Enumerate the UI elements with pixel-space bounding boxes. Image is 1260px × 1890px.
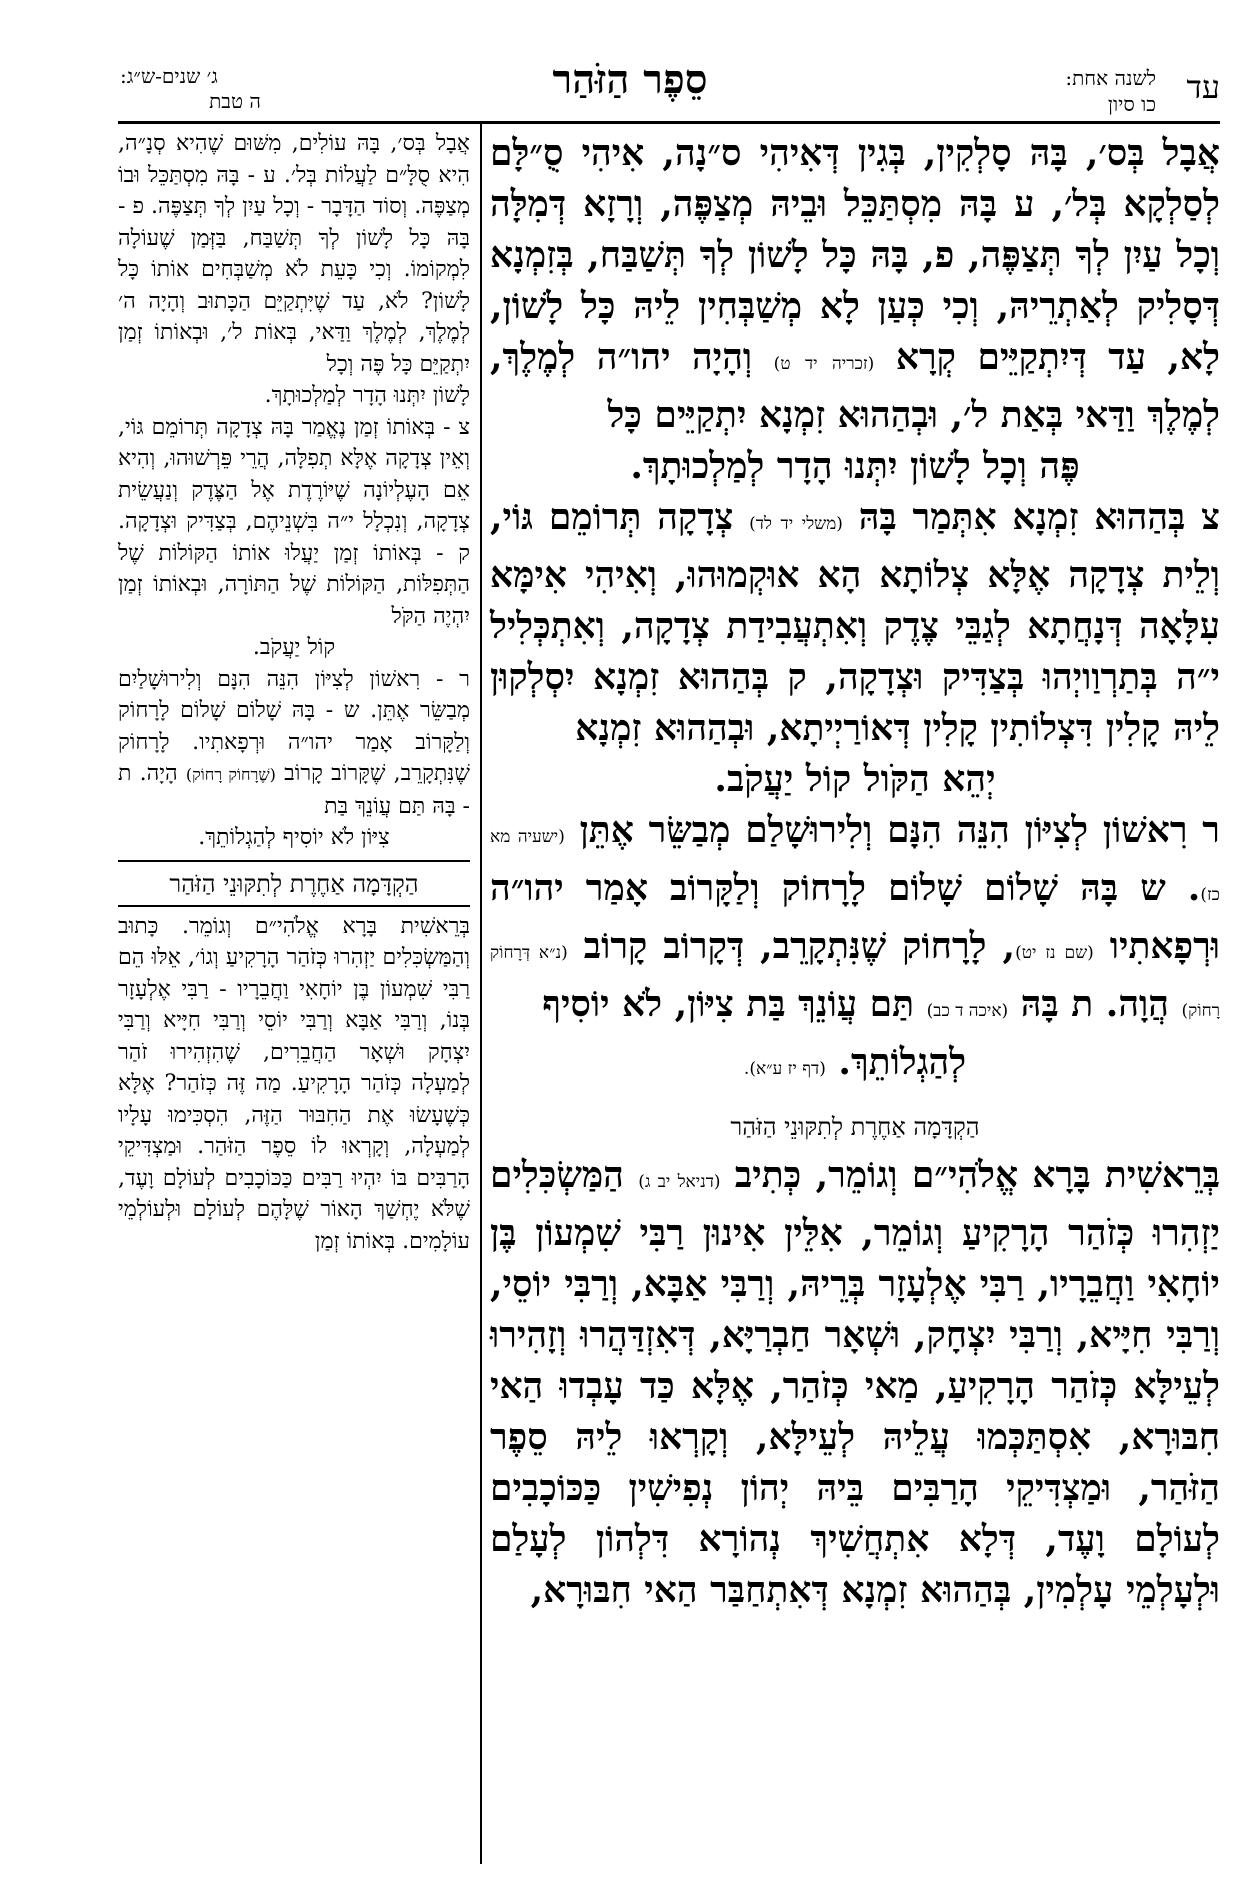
daily-schedule-one-year: לשנה אחת: (1065, 66, 1156, 90)
main-paragraph (490, 805, 1220, 1037)
scripture-reference: (שם נז יט) (1015, 943, 1094, 963)
side-paragraph (118, 664, 470, 823)
side-paragraph: בְּרֵאשִׁית בָּרָא אֱלֹהִי״ם וְגוֹמֵר. כָּתוּב וְהַמַּשְׂכִּלִים יַזְהִרוּ כְּזֹהַר הָרָקִיעַ וְגוֹ׳, אֵלּוּ הֵם רַבִּי שִׁמְעוֹן בֶּן יוֹחָאִי וַחֲבֵרָיו - רַבִּי אֶלְעָזָר בְּנוֹ, וְרַבִּי אַבָּא וְרַבִּי יוֹסֵי וְרַבִּי חִיָּיא וְרַבִּי יִצְחָק וּשְׁאָר הַחֲבֵרִים, שֶׁהִזְהִירוּ זֹהַר לְמַעְלָה כְּזֹהַר הָרָקִיעַ. מַה זֶּה כְּזֹהַר? אֶלָּא כְּשֶׁעָשׂוּ אֶת הַחִבּוּר הַזֶּה, הִסְכִּימוּ עָלָיו לְמַעְלָה, וְקָרְאוּ לוֹ סֵפֶר הַזֹּהַר. וּמַצְדִּיקֵי הָרַבִּים בּוֹ יִהְיוּ רַבִּים כַּכּוֹכָבִים לְעוֹלָם וָעֶד, שֶׁלֹּא יֶחְשַׁךְ הָאוֹר שֶׁלָּהֶם לְעוֹלָם וּלְעוֹלְמֵי עוֹלָמִים. בְּאוֹתוֹ זְמַן (118, 913, 470, 1254)
folio-number: עד (1186, 68, 1220, 106)
side-paragraph-end: צִיּוֹן לֹא יוֹסִיף לְהַגְלוֹתֵךְ. (198, 825, 390, 850)
scripture-reference: (ישעיה מא כז) (490, 827, 1220, 905)
scripture-reference: (דניאל יב ג) (638, 1172, 721, 1192)
main-paragraph-end: פֶּה וְכָל לָשׁוֹן יִתְּנוּ הָדָר לְמַלְכוּתָךְ. (630, 445, 1080, 487)
main-paragraph (490, 492, 1220, 754)
main-text: וְהָיָה יהו״ה לְמֶלֶךְ, לְמֶלֶךְ וַדַּאי בְּאַת ל׳, וּבְהַהוּא זִמְנָא יִתְקַיֵּים כָּל (490, 336, 1220, 436)
main-paragraph-end (490, 1037, 1220, 1095)
side-paragraph-end: קוֹל יַעֲקֹב. (252, 635, 336, 660)
main-text: לְהַגְלוֹתֵךְ. (838, 1041, 967, 1083)
main-text: , לָרָחוֹק שֶׁנִּתְקָרֵב, דְּקָרוֹב קָרוֹב (583, 925, 1016, 967)
main-column-aramaic (490, 128, 1220, 1868)
main-text: בְּרֵאשִׁית בָּרָא אֱלֹהִי״ם וְגוֹמֵר, כְּתִיב (734, 1154, 1220, 1196)
side-paragraph-end: לָשׁוֹן יִתְּנוּ הָדָר לְמַלְכוּתָךְ. (264, 383, 470, 408)
side-paragraph: אֲבָל בְּס׳, בָּהּ עוֹלִים, מִשּׁוּם שֶׁהִיא סְנָ״ה, הִיא סֻלָּ״ם לַעֲלוֹת בְּל׳. ע - בָּהּ מִסְתַּכֵּל וּבוֹ מְצַפֶּה. וְסוֹד הַדָּבָר - וְכָל עַיִן לְךָ תְּצַפֶּה. פ - בָּהּ כָּל לָשׁוֹן לְךָ תְּשַׁבַּח, בַּזְּמַן שֶׁעוֹלָה לִמְקוֹמוֹ. וְכִי כָּעֵת לֹא מְשַׁבְּחִים אוֹתוֹ כָּל לָשׁוֹן? לֹא, עַד שֶׁיִּתְקַיֵּם הַכָּתוּב וְהָיָה ה׳ לְמֶלֶךְ, לְמֶלֶךְ וַדַּאי, בְּאוֹת ל׳, וּבְאוֹתוֹ זְמַן יִתְקַיֵּם כָּל פֶּה וְכָל (118, 131, 470, 377)
main-text: צ בְּהַהוּא זִמְנָא אִתְּמַר בָּהּ (858, 496, 1221, 538)
page-title: סֵפֶר הַזֹּהַר (552, 56, 708, 103)
daily-schedule-three-years: ג׳ שנים-ש״ג: (120, 64, 218, 88)
main-text: ר רִאשׁוֹן לְצִיּוֹן הִנֵּה הִנָּם וְלִירוּשָׁלַם מְבַשֵּׂר אֶתֵּן (579, 809, 1220, 851)
main-paragraph (490, 1150, 1220, 1616)
section-heading: הַקְדָּמָה אַחֶרֶת לְתִקּוּנֵי הַזֹּהַר (118, 860, 470, 907)
main-text: תַּם עֲוֹנֵךְ בַּת צִיּוֹן, לֹא יוֹסִיף (542, 983, 915, 1025)
main-text: . ש בָּהּ שָׁלוֹם שָׁלוֹם לָרָחוֹק וְלַקָּרוֹב אָמַר יהו״ה וּרְפָאתִיו (490, 867, 1220, 967)
daily-schedule-one-year-date: כו סיון (1107, 92, 1156, 116)
main-text: אֲבָל בְּס׳, בָּהּ סָלְקִין, בְּגִין דְּאִיהִי ס״נָה, אִיהִי סֻ״לָּם לְסַלְקָא בְּל׳, ע בָּהּ מִסְתַּכֵּל וּבֵיהּ מְצַפֶּה, וְרָזָא דְּמִלָּה וְכָל עַיִן לְךָ תְּצַפֶּה, פ, בָּהּ כָּל לָשׁוֹן לְךָ תְּשַׁבַּח, בְּזִמְנָא דְּסָלִיק לְאַתְרֵיהּ, וְכִי כְּעַן לָא מְשַׁבְּחִין לֵיהּ כָּל לָשׁוֹן, לָא, עַד דְּיִתְקַיֵּים קְרָא (490, 132, 1221, 378)
side-text: הָיָה. ת - בָּהּ תַּם עֲוֹנֵךְ בַּת (118, 761, 470, 819)
main-paragraph-end: יְהֵא הַקֹּול קוֹל יַעֲקֹב. (714, 758, 996, 800)
side-paragraph: צ - בְּאוֹתוֹ זְמַן נֶאֱמַר בָּהּ צְדָקָה תְּרוֹמֵם גּוֹי, וְאֵין צְדָקָה אֶלָּא תְפִלָּה, הֲרֵי פֵּרְשׁוּהוּ, וְהִיא אֵם הָעֶלְיוֹנָה שֶׁיּוֹרֶדֶת אֶל הַצֶּדֶק וְנַעֲשֵׂית צְדָקָה, וְנִכְלָל י״ה בִּשְׁנֵיהֶם, בְּצַדִּיק וּצְדָקָה. ק - בְּאוֹתוֹ זְמַן יַעֲלוּ אוֹתוֹ הַקּוֹלוֹת שֶׁל הַתְּפִלּוֹת, הַקּוֹלוֹת שֶׁל הַתּוֹרָה, וּבְאוֹתוֹ זְמַן יִהְיֶה הַקֹּל (118, 414, 470, 629)
header-left (120, 64, 350, 114)
daf-reference: (דף יז ע״א). (743, 1059, 826, 1079)
main-text: הֲוָה. ת בָּהּ (1020, 983, 1169, 1025)
variant-reading: (שֶׁרָחוֹק רָחוֹק) (185, 765, 276, 784)
column-divider (480, 124, 482, 1864)
main-text: צְדָקָה תְּרוֹמֵם גּוֹי, וְלֵית צְדָקָה אֶלָּא צְלוֹתָא הָא אוּקְמוּהוּ, וְאִיהִי אִימָּא עִלָּאָה דְּנָחֲתָא לְגַבֵּי צֶדֶק וְאִתְעֲבִידַת צְדָקָה, וְאִתְכְּלִיל י״ה בְּתַרְוַויְהוּ בְּצַדִּיק וּצְדָקָה, ק בְּהַהוּא זִמְנָא יִסְלְקוּן לֵיהּ קָלִין דִּצְלוֹתִין קָלִין דְּאוֹרַיְיתָא, וּבְהַהוּא זִמְנָא (490, 496, 1220, 749)
daily-schedule-three-years-date: ה טבת (209, 89, 261, 113)
header-rule (118, 121, 1220, 124)
scripture-reference: (איכה ד כב) (926, 1001, 1009, 1021)
main-text: הַמַּשְׂכִּלִים יַזְהִרוּ כְּזֹהַר הָרָקִיעַ וְגוֹמֵר, אִלֵּין אִינוּן רַבִּי שִׁמְעוֹן בֶּן יוֹחָאִי וַחֲבֵרָיו, רַבִּי אֶלְעָזָר בְּרֵיהּ, וְרַבִּי אַבָּא, וְרַבִּי יוֹסֵי, וְרַבִּי חִיָּיא, וְרַבִּי יִצְחָק, וּשְׁאָר חַבְרַיָּא, דְּאִזְדַּהֲרוּ וְזָהִירוּ לְעֵילָּא כְּזֹהַר הָרָקִיעַ, מַאי כְּזֹהַר, אֶלָּא כַּד עָבְדוּ הַאי חִבּוּרָא, אִסְתַּכְּמוּ עֲלֵיהּ לְעֵילָּא, וְקָרְאוּ לֵיהּ סֵפֶר הַזֹּהַר, וּמַצְדִּיקֵי הָרַבִּים בֵּיהּ יְהוֹן נְפִישִׁין כַּכּוֹכָבִים לְעוֹלָם וָעֶד, דְּלָא אִתְחֲשִׁיךְ נְהוֹרָא דִּלְהוֹן לְעָלַם וּלְעָלְמֵי עָלְמִין, בְּהַהוּא זִמְנָא דְּאִתְחַבַּר הַאי חִבּוּרָא, (490, 1154, 1220, 1611)
side-column-translation (118, 128, 470, 1868)
variant-reading: (נ״א דְּרָחוֹק רָחוֹק) (490, 943, 1220, 1021)
side-text: ר - רִאשׁוֹן לְצִיּוֹן הִנֵּה הִנָּם וְלִירוּשָׁלַיִם מְבַשֵּׂר אֶתֵּן. ש - בָּהּ שָׁלוֹם שָׁלוֹם לָרָחוֹק וְלַקָּרוֹב אָמַר יהו״ה וּרְפָאתִיו. לָרָחוֹק שֶׁנִּתְקָרֵב, שֶׁקָּרוֹב קָרוֹב (118, 666, 470, 786)
main-paragraph (490, 128, 1220, 441)
section-heading: הַקְדָּמָה אַחֶרֶת לְתִקּוּנֵי הַזֹּהַר (730, 1113, 980, 1141)
scripture-reference: (זכריה יד ט) (773, 354, 875, 374)
scripture-reference: (משלי יד לד) (749, 514, 843, 534)
